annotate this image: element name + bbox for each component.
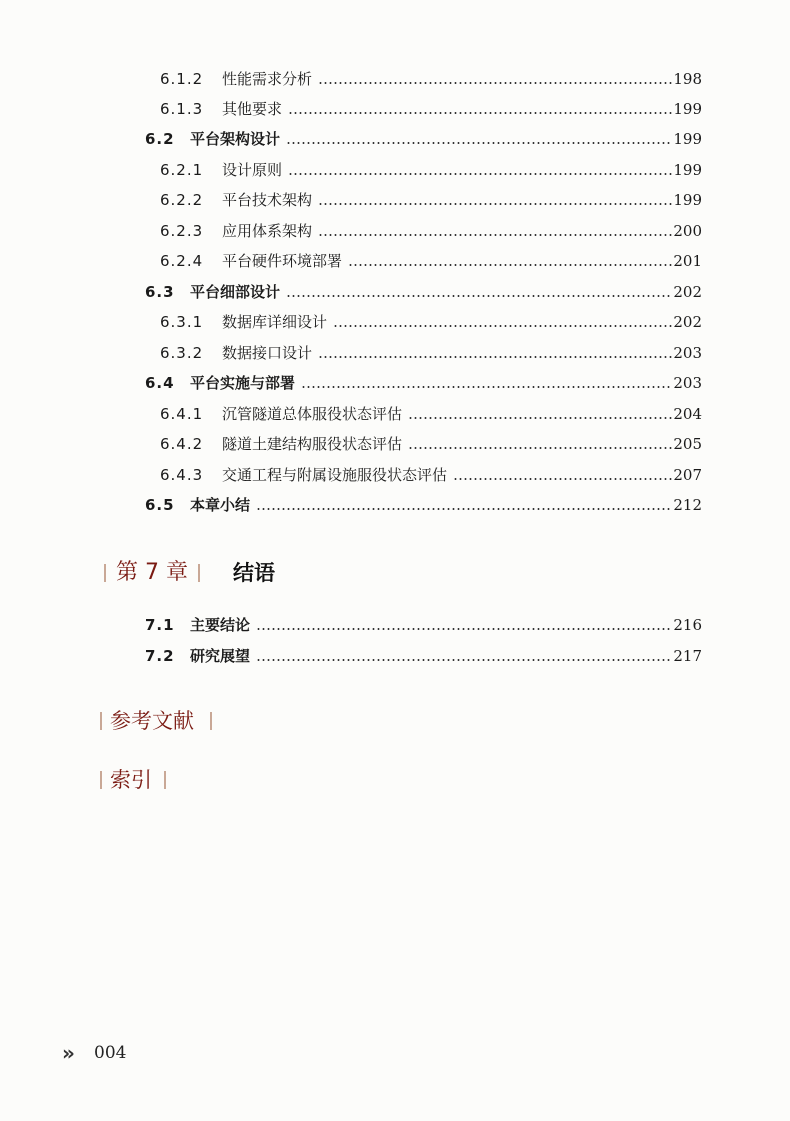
- toc-entry-number: 6.2.4: [160, 252, 204, 270]
- toc-entry-6-4-2[interactable]: [0, 433, 790, 455]
- toc-entry-number: 6.3.1: [160, 313, 204, 331]
- toc-entry-title: 性能需求分析: [222, 70, 313, 88]
- toc-entry-page: 202: [673, 313, 702, 331]
- toc-entry-6-2-1[interactable]: [0, 159, 790, 181]
- dot-leader: [318, 203, 672, 205]
- toc-entry-page: 198: [673, 70, 702, 88]
- dot-leader: [288, 112, 672, 114]
- toc-entry-title: 沉管隧道总体服役状态评估: [222, 405, 403, 423]
- toc-entry-7-2[interactable]: [0, 645, 790, 667]
- toc-entry-number: 6.4.3: [160, 466, 204, 484]
- toc-entry-page: 199: [673, 130, 702, 148]
- toc-entry-title: 交通工程与附属设施服役状态评估: [222, 466, 448, 484]
- toc-entry-page: 204: [673, 405, 702, 423]
- toc-entry-number: 6.2.2: [160, 191, 204, 209]
- dot-leader: [348, 264, 672, 266]
- toc-entry-number: 6.2: [145, 130, 175, 148]
- dot-leader: [288, 173, 672, 175]
- toc-entry-6-4[interactable]: [0, 372, 790, 394]
- dot-leader: [256, 659, 672, 661]
- toc-entry-number: 6.4.1: [160, 405, 204, 423]
- bracket-bar-right: [198, 564, 200, 582]
- toc-entry-title: 隧道土建结构服役状态评估: [222, 435, 403, 453]
- toc-entry-page: 205: [673, 435, 702, 453]
- dot-leader: [256, 508, 672, 510]
- toc-entry-number: 6.4: [145, 374, 175, 392]
- chapter-7-heading[interactable]: [100, 557, 500, 589]
- toc-entry-page: 199: [673, 100, 702, 118]
- toc-entry-6-1-2[interactable]: [0, 68, 790, 90]
- double-chevron-icon: »: [62, 1041, 75, 1065]
- dot-leader: [408, 417, 672, 419]
- toc-entry-number: 6.2.3: [160, 222, 204, 240]
- dot-leader: [301, 386, 672, 388]
- dot-leader: [256, 628, 672, 630]
- toc-entry-number: 6.1.2: [160, 70, 204, 88]
- references-heading[interactable]: [100, 705, 230, 737]
- toc-entry-title: 应用体系架构: [222, 222, 313, 240]
- toc-entry-title: 平台硬件环境部署: [222, 252, 343, 270]
- toc-entry-6-1-3[interactable]: [0, 98, 790, 120]
- page-footer: [62, 1040, 182, 1066]
- chapter-label: 第 7 章: [116, 560, 188, 585]
- toc-entry-page: 212: [673, 496, 702, 514]
- toc-entry-page: 201: [673, 252, 702, 270]
- toc-entry-page: 200: [673, 222, 702, 240]
- toc-entry-title: 数据库详细设计: [222, 313, 328, 331]
- dot-leader: [318, 82, 672, 84]
- toc-entry-page: 207: [673, 466, 702, 484]
- toc-entry-page: 203: [673, 374, 702, 392]
- toc-entry-title: 平台技术架构: [222, 191, 313, 209]
- references-label: 参考文献: [110, 709, 194, 733]
- toc-entry-6-2[interactable]: [0, 128, 790, 150]
- dot-leader: [286, 142, 672, 144]
- toc-entry-number: 6.2.1: [160, 161, 204, 179]
- toc-entry-number: 6.3.2: [160, 344, 204, 362]
- dot-leader: [318, 356, 672, 358]
- toc-entry-6-4-3[interactable]: [0, 464, 790, 486]
- toc-entry-page: 202: [673, 283, 702, 301]
- toc-entry-7-1[interactable]: [0, 614, 790, 636]
- toc-entry-page: 203: [673, 344, 702, 362]
- dot-leader: [408, 447, 672, 449]
- toc-entry-page: 199: [673, 161, 702, 179]
- toc-entry-page: 199: [673, 191, 702, 209]
- toc-entry-6-3[interactable]: [0, 281, 790, 303]
- bracket-bar-left: [100, 771, 102, 789]
- toc-entry-title: 研究展望: [190, 647, 251, 665]
- index-label: 索引: [110, 768, 152, 792]
- index-heading[interactable]: [100, 764, 180, 796]
- toc-entry-6-5[interactable]: [0, 494, 790, 516]
- toc-entry-6-2-2[interactable]: [0, 189, 790, 211]
- toc-entry-page: 217: [673, 647, 702, 665]
- toc-entry-title: 主要结论: [190, 616, 251, 634]
- toc-entry-number: 6.4.2: [160, 435, 204, 453]
- toc-entry-6-3-2[interactable]: [0, 342, 790, 364]
- toc-entry-number: 6.5: [145, 496, 175, 514]
- toc-entry-number: 6.3: [145, 283, 175, 301]
- toc-entry-title: 平台细部设计: [190, 283, 281, 301]
- dot-leader: [318, 234, 672, 236]
- dot-leader: [286, 295, 672, 297]
- toc-entry-number: 6.1.3: [160, 100, 204, 118]
- bracket-bar-right: [210, 712, 212, 730]
- bracket-bar-left: [104, 564, 106, 582]
- toc-entry-title: 平台架构设计: [190, 130, 281, 148]
- toc-entry-6-2-3[interactable]: [0, 220, 790, 242]
- toc-entry-title: 设计原则: [222, 161, 283, 179]
- bracket-bar-right: [164, 771, 166, 789]
- page-number: 004: [94, 1043, 127, 1063]
- dot-leader: [333, 325, 672, 327]
- toc-entry-6-3-1[interactable]: [0, 311, 790, 333]
- toc-entry-title: 其他要求: [222, 100, 283, 118]
- toc-entry-6-2-4[interactable]: [0, 250, 790, 272]
- toc-entry-number: 7.2: [145, 647, 175, 665]
- toc-entry-page: 216: [673, 616, 702, 634]
- chapter-title: 结语: [233, 561, 275, 585]
- dot-leader: [453, 478, 672, 480]
- toc-entry-title: 数据接口设计: [222, 344, 313, 362]
- toc-entry-number: 7.1: [145, 616, 175, 634]
- toc-entry-title: 本章小结: [190, 496, 251, 514]
- toc-entry-title: 平台实施与部署: [190, 374, 296, 392]
- toc-entry-6-4-1[interactable]: [0, 403, 790, 425]
- bracket-bar-left: [100, 712, 102, 730]
